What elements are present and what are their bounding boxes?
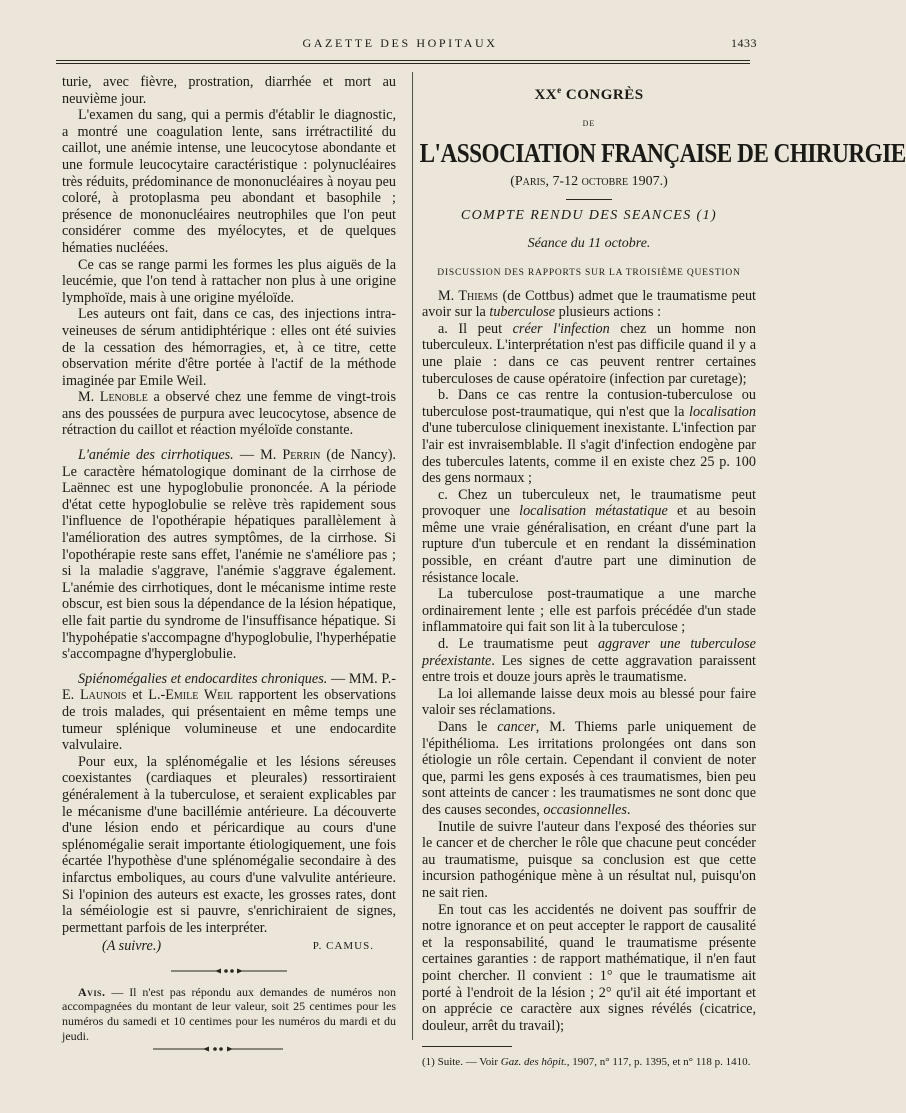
section-paragraph [62, 447, 396, 663]
congress-number: XX [534, 87, 558, 103]
emphasis: tuberculose [489, 304, 556, 321]
notice-text: — Il n'est pas répondu aux demandes de numéros non accompagnées du montant de leur valeur, soit 25 centimes pour les numéros du samedi et 10 centimes pour les numéros du mardi et du jeudi. [62, 984, 396, 1043]
column-divider [412, 72, 413, 1040]
section-title: L'anémie des cirrhotiques. [78, 447, 234, 464]
paragraph-text: d. Le traumatisme peut [438, 636, 598, 653]
paragraph-text: (de Cottbus) admet que le traumatisme peut avoir sur la [422, 287, 756, 321]
conjunction: et [126, 687, 149, 704]
emphasis: localisation métastatique [519, 503, 668, 520]
paragraph-text: Dans le [438, 719, 498, 735]
paragraph [422, 719, 756, 819]
paragraph-text: b. Dans ce cas rentre la contusion-tuberculose ou tuberculose post-traumatique, qui n'est que la [422, 387, 756, 420]
author-name: P.-E. Launois [62, 670, 396, 704]
paragraph-text: c. Chez un tuberculeux net, le traumatisme peut provoquer une [422, 486, 756, 520]
footnote [422, 1055, 756, 1069]
heading-de: DE [582, 118, 596, 128]
footnote-text: (1) Suite. — Voir [422, 1056, 501, 1069]
paragraph-text: a. Il peut [438, 320, 513, 337]
signature-row [62, 938, 396, 955]
emphasis: occasionnelles [543, 801, 627, 818]
paragraph-text: (de Nancy). Le caractère hématologique dominant de la cirrhose de Laënnec est une hypoglobulie prononcée. A la période d'état cette hypoglobulie se relève très rapidement sous l'influence de l'opothérapie hépatiques parallèlement à l'amélioration des autres symptômes, de la cirrhose. Si l'opothérapie reste sans effet, l'anémie ne s'améliore pas ; si la maladie s'aggrave, l'anémie s'aggrave également. L'anémie des cirrhotiques, dont le mécanisme intime reste obscur, est bien sous la dépendance de la lésion hépatique, elle fait partie du syndrome de l'insuffisance hépatique. Si l'hypohépatie s'accompagne d'hypoglobulie, l'hyperhépatie s'accompagne d'hyperglobulie. [62, 447, 396, 663]
header-double-rule [56, 60, 750, 64]
discussion-heading: DISCUSSION DES RAPPORTS SUR LA TROISIÈME QUESTION [437, 267, 741, 278]
emphasis: localisation [689, 403, 756, 420]
paragraph: Pour eux, la splénomégalie et les lésions séreuses coexistantes (cardiaques et pleurales) ressortiraient généralement à la tuberculose, et seraient explicables par le mécanisme d'une bacillémie antérieure. La découverte d'une lésion endo et péricardique au cours d'une splénomégalie serait importante étiologiquement, une fois écartée l'hypothèse d'une splénomégalie secondaire à des infarctus emboliques, au cours d'une valvulite antérieure. Si l'opinion des auteurs est exacte, les grosses rates, dont la séméiologie est si pauvre, s'enrichiraient de signes, permettant parfois de les interpréter. [62, 753, 396, 936]
paragraph: La tuberculose post-traumatique a une marche ordinairement lente ; elle est parfois précédée d'un stade inflammatoire qui fait son lit à la tuberculose ; [422, 586, 756, 636]
paragraph-text: et au besoin même une vraie généralisation, en créant d'une part la rupture d'un tubercule et en rendant la dissémination possible, en créant d'autre part une diminution de résistance locale. [422, 503, 756, 586]
running-title: GAZETTE DES HOPITAUX [302, 36, 498, 50]
paragraph [422, 636, 756, 686]
paragraph-text: . Les signes de cette aggravation paraissent entre trois et douze jours après le traumatisme. [422, 652, 756, 686]
section-paragraph [62, 671, 396, 754]
author-name: M. Thiems [438, 287, 499, 304]
congress-word: CONGRÈS [561, 87, 644, 103]
short-rule [566, 199, 612, 200]
paragraph-text: rapportent les observations de trois malades, qui présentaient en même temps une tumeur splénique volumineuse et une endocardite valvulaire. [62, 687, 396, 754]
paragraph-text: , M. Thiems parle uniquement de l'épithélioma. Les irritations prolongées ont dans son étiologie un rôle certain. Cependant il convient de noter que, parmi les gens exposés à ces traumatismes, bien peu sont atteints de cancer : les traumatismes ne sont donc que des causes secondes, [422, 719, 756, 818]
right-column [419, 74, 906, 1069]
paragraph-text: plusieurs actions : [555, 304, 662, 321]
congress-heading [422, 82, 756, 104]
paragraph: En tout cas les accidentés ne doivent pas souffrir de notre ignorance et on peut accepter le rapport de causalité et la responsabilité, quand le traumatisme présente certaines garanties : de rapport mathématique, il n'en faut point chercher. Il convient : 1° que le traumatisme ait porté à l'endroit de la lésion ; 2° qu'il ait été important et on apprécie ce caractère aux signes révélés (cicatrice, douleur, arrêt du travail); [422, 901, 756, 1034]
congress-dates: (Paris, 7-12 octobre 1907.) [510, 174, 668, 190]
paragraph [422, 487, 756, 587]
footnote-text: , 1907, n° 117, p. 1395, et n° 118 p. 1410. [566, 1056, 751, 1069]
signature: P. CAMUS. [312, 940, 374, 953]
emphasis: créer l'infection [512, 320, 610, 337]
paragraph-text: . [626, 801, 631, 818]
page-number: 1433 [731, 36, 757, 50]
section-title: Spiénomégalies et endocardites chroniques. [78, 670, 328, 687]
ornament-divider-icon [169, 967, 289, 975]
separator: — MM. [327, 670, 382, 687]
paragraph: Inutile de suivre l'auteur dans l'exposé des théories sur le cancer et de chercher le rôle que chacune peut concéder au traumatisme, puisque sa conclusion est que cette incursion pathogénique mène à un résultat nul, puisqu'on ne sait rien. [422, 818, 756, 901]
running-head [0, 36, 800, 56]
paragraph: turie, avec fièvre, prostration, diarrhée et mort au neuvième jour. [62, 74, 396, 107]
footnote-citation: Gaz. des hôpit. [500, 1056, 567, 1069]
congress-ordinal: e [557, 85, 562, 95]
paragraph [422, 387, 756, 487]
seance-heading: Séance du 11 octobre. [527, 236, 651, 252]
paragraph [422, 321, 756, 387]
paragraph: La loi allemande laisse deux mois au blessé pour faire valoir ses réclamations. [422, 685, 756, 719]
association-title: L'ASSOCIATION FRANÇAISE DE CHIRURGIE [419, 138, 906, 169]
author-name: L.-Emile Weil [148, 687, 233, 704]
footnote-rule [422, 1046, 512, 1047]
paragraph-text: d'une tuberculose cliniquement inexistante. L'infection par l'air est invraisemblable. Il s'agit d'infection endogène par des tubercules latents, comme il en existe chez 25 p. 100 des gens normaux ; [422, 420, 756, 487]
paragraph-text: chez un homme non tuberculeux. L'interprétation n'est pas difficile quand il y a une plaie : dans ce cas peuvent rentrer certaines tuberculoses de cause opératoire (infection par curetage); [422, 320, 757, 387]
emphasis: cancer [497, 719, 536, 735]
separator: — M. [233, 447, 283, 464]
paragraph-text: a observé chez une femme de vingt-trois ans des poussées de purpura avec leucocytose, absence de rétraction du caillot et réaction myéloïde constante. [62, 389, 396, 439]
compte-rendu-heading: COMPTE RENDU DES SEANCES (1) [460, 207, 718, 223]
author-name: M. Lenoble [78, 389, 148, 406]
to-be-continued: (A suivre.) [102, 938, 162, 955]
notice-label: Avis. [78, 984, 106, 999]
paragraph: Ce cas se range parmi les formes les plus aiguës de la leucémie, que l'on tend à rattacher non plus à une origine lymphoïde, mais à une origine myéloïde. [62, 256, 396, 306]
paragraph: L'examen du sang, qui a permis d'établir le diagnostic, a montré une coagulation lente, sans irrétractilité du caillot, une anémie intense, une leucocytose abondante et une formule leucocytaire caractéristique : polynucléaires très réduits, prédominance de mononucléaires à noyau peu coloré, à protoplasma peu abondant et basophile ; présence de mononucléaires neutrophiles que l'on peut considérer comme des myélocytes, et de quelques hématies nucléées. [62, 107, 396, 256]
author-name: Perrin [282, 447, 321, 464]
left-column [62, 74, 396, 1043]
emphasis: aggraver une tuberculose préexistante [422, 636, 756, 669]
bottom-ornament-icon [151, 1045, 285, 1053]
paragraph [422, 288, 756, 321]
paragraph [62, 389, 396, 439]
notice [62, 985, 396, 1043]
paragraph: Les auteurs ont fait, dans ce cas, des injections intra-veineuses de sérum antidiphtérique : elles ont été suivies de la cessation des hémorragies, et, à ce titre, cette observation mérite d'être portée à l'actif de la méthode imaginée par Emile Weil. [62, 306, 396, 389]
